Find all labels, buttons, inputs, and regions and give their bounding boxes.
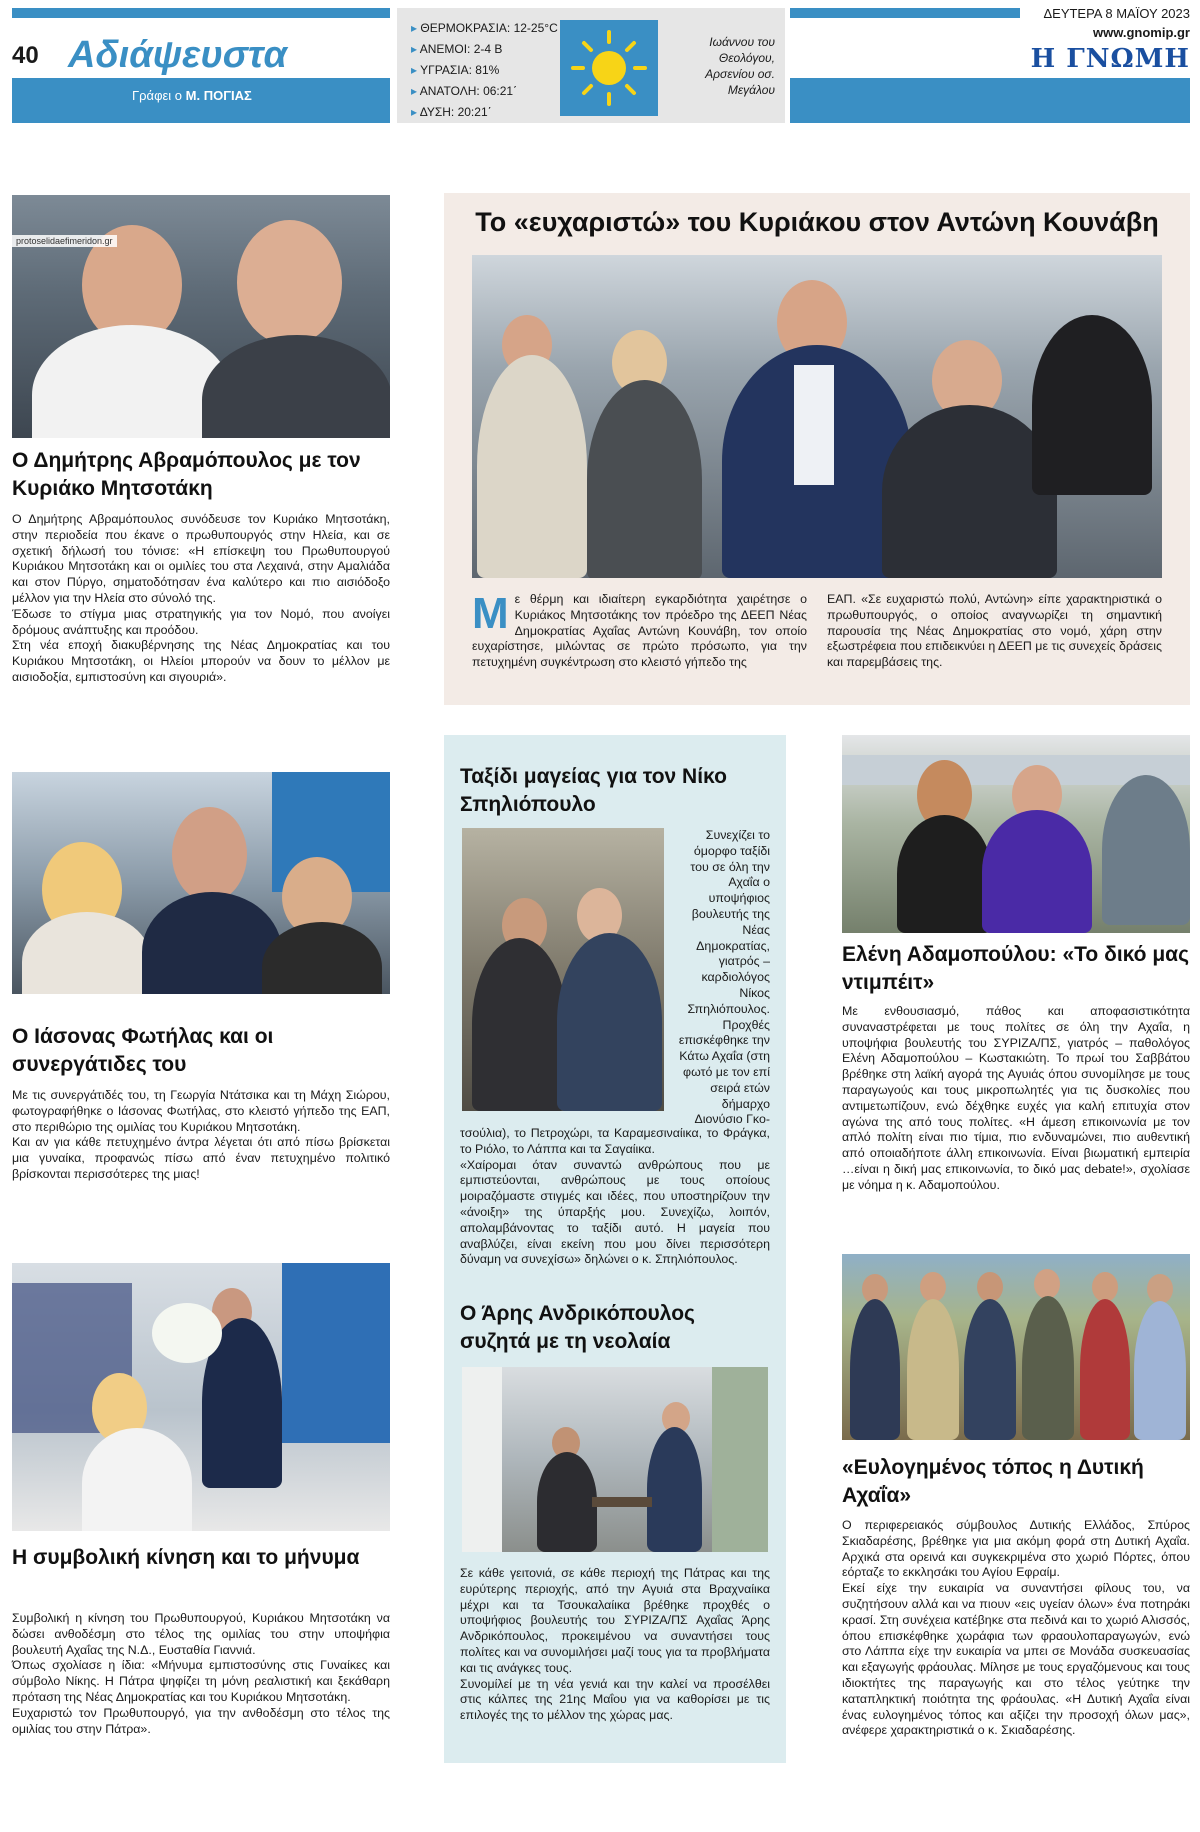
byline-prefix: Γράφει ο [132, 88, 183, 103]
header-rule-right [790, 8, 1020, 18]
article-paragraph: Στη νέα εποχή διακυβέρνησης της Νέας Δημοκρατίας και του Κυριάκου Μητσοτάκη, οι Ηλείοι μπορούν να δουν το μέλλον με αισιοδοξία, εμπιστοσύνη και σιγουριά». [12, 638, 390, 684]
article-paragraph: Εκεί είχε την ευκαιρία να συναντήσει φίλους του, να συζητήσουν αλλά και να πιουν «εις υγείαν όλων» ένα ποτηράκι κρασί. Στη συνέχεια κατέβηκε στα πεδινά και το χωριό Αλισσός, όπου επισκέφθηκε χωράφια των φραουλοπαραγωγών, ενώ στο Λάππα είχε την ευκαιρία να μπει σε Μονάδα συσκευασίας και εξαγωγής φράουλας. Μίλησε με τους εργαζόμενους και τους ιδιοκτήτες της παραγωγής και στο τέλος γεύτηκε την καταπληκτική ποιότητα της φράουλας. «Η Δυτική Αχαΐα είναι ένας ευλογημένος τόπος και αξίζει την προσοχή όλων μας», ανέφερε χαρακτηριστικά ο κ. Σκιαδαρέσης. [842, 1581, 1190, 1738]
header-right [790, 8, 1190, 123]
article-kouvavis-right: ΕΑΠ. «Σε ευχαριστώ πολύ, Αντώνη» είπε χαρακτηριστικά ο πρωθυπουργός, ο οποίος αναγνωρίζει τη σημαντική παρουσία της Νέας Δημοκρατίας στο νομό, χάρη στην εξωστρέφεια που επιδεικνύει η ΔΕΕΠ με τις συνεχείς δράσεις και παρεμβάσεις της. [827, 592, 1162, 670]
saints-of-day: Ιωάννου του Θεολόγου, Αρσενίου οσ. Μεγάλου [705, 35, 775, 97]
article-paragraph: Συνομίλεί με τη νέα γενιά και την καλεί να προσέλθει στις κάλπες της 21ης Μαΐου για να καθορίσει με τις επιλογές της το μέλλον της χώρας μας. [460, 1676, 770, 1723]
photo-adamopoulou [842, 735, 1190, 933]
article-paragraph: Ο περιφερειακός σύμβουλος Δυτικής Ελλάδος, Σπύρος Σκιαδαρέσης, βρέθηκε για μια ακόμη φορά στη Δυτική Αχαΐα. Αρχικά στα ορεινά και συγκεκριμένα στο χωριό Πόρτες, όπου εόρταζε το εκκλησάκι του Αγίου Εφραίμ. [842, 1518, 1190, 1580]
article-spiliopoulos-side: Συνεχίζει το όμορφο ταξίδι του σε όλη την Αχαΐα ο υποψήφιος βουλευτής της Νέας Δημοκρατίας, γιατρός – καρδιολόγος Νίκος Σπηλιόπουλος. Προχθές επισκέφθηκε την Κάτω Αχαΐα (στη φωτό με τον επί σειρά ετών δήμαρχο Διονύσιο Γκο- [678, 828, 770, 1127]
headline-kouvavis: Το «ευχαριστώ» του Κυριάκου στον Αντώνη Κουνάβη [475, 207, 1159, 237]
newspaper-logo: Η ΓΝΩΜΗ [1030, 44, 1190, 74]
photo-skiadaresis [842, 1254, 1190, 1440]
article-avramopoulos [12, 512, 390, 686]
header-rule [12, 8, 390, 18]
photo-spiliopoulos [462, 828, 664, 1111]
dropcap: Μ [472, 589, 509, 638]
watermark: protoselidaefimeridon.gr [12, 235, 117, 247]
article-paragraph: Σε κάθε γειτονιά, σε κάθε περιοχή της Πάτρας και της ευρύτερης περιοχής, από την Αγυιά στα Βραχναίικα μέχρι και τα Τσουκαλαίικα βρέθηκε προχθές ο υποψήφιος βουλευτής του ΣΥΡΙΖΑ/ΠΣ Αχαΐας Άρης Ανδρικόπουλος, προκειμένου να συναντήσει τους πολίτες και να συνομιλήσει μαζί τους για τα προβλήματα και τις ανάγκες τους. [460, 1566, 770, 1675]
headline-spiliopoulos: Ταξίδι μαγείας για τον Νίκο Σπηλιόπουλο [460, 765, 727, 816]
article-paragraph: Συμβολική η κίνηση του Πρωθυπουργού, Κυριάκου Μητσοτάκη να δώσει ανθοδέσμη στο τέλος της ομιλίας του στην υποψήφια βουλευτή Αχαΐας της Ν.Δ., Ευσταθία Γιαννιά. [12, 1611, 390, 1657]
byline-author: Μ. ΠΟΓΙΑΣ [185, 88, 252, 103]
header-band-right [790, 78, 1190, 123]
weather-rows [411, 18, 558, 123]
article-symbolic [12, 1611, 390, 1737]
headline-avramopoulos: Ο Δημήτρης Αβραμόπουλος με τον Κυριάκο Μητσοτάκη [12, 449, 361, 500]
article-paragraph: Με τις συνεργάτιδές του, τη Γεωργία Ντάτσικα και τη Μάχη Σιώρου, φωτογραφήθηκε ο Ιάσονας Φωτήλας, στο κλειστό γήπεδο της ΕΑΠ, στο περιθώριο της ομιλίας του Κυριάκου Μητσοτάκη. [12, 1088, 390, 1134]
article-adamopoulou: Με ενθουσιασμό, πάθος και αποφασιστικότητα συναναστρέφεται με τους πολίτες σε όλη την Αχαΐα, η υποψήφια βουλευτής του ΣΥΡΙΖΑ/ΠΣ, γιατρός – παθολόγος Ελένη Αδαμοπούλου – Κωστακιώτη. Το πρωί του Σαββάτου βρέθηκε στη λαϊκή αγορά της Αγυιάς όπου συνομίλησε με τους παραγωγούς και τους μικροπωλητές για τις δυσκολίες που αντιμετωπίζουν, ενώ δέχθηκε ευχές για καλή επιτυχία στον αγώνα της από τους πολίτες. «Η άμεση επικοινωνία με τον απλό πολίτη είναι πιο τίμια, πιο ενδυναμώνει, πιο αυθεντική από οποιαδήποτε άλλη επικοινωνία. Είναι βιωματική εμπειρία …είναι η δική μας επικοινωνία, το δικό μας debate!», σχολίασε με νόημα η κ. Αδαμοπούλου. [842, 1004, 1190, 1192]
issue-date: ΔΕΥΤΕΡΑ 8 ΜΑΪΟΥ 2023 [1043, 6, 1190, 21]
photo-andrikopoulos [462, 1367, 768, 1552]
headline-andrikopoulos: Ο Άρης Ανδρικόπουλος συζητά με τη νεολαία [460, 1302, 695, 1353]
headline-skiadaresis: «Ευλογημένος τόπος η Δυτική Αχαΐα» [842, 1456, 1144, 1507]
article-paragraph: Και αν για κάθε πετυχημένο άντρα λέγεται ότι από πίσω βρίσκεται μια γυναίκα, προφανώς πίσω από έναν πετυχημένο πολιτικό βρίσκονται περισσότερες της μιας! [12, 1135, 390, 1181]
weather-temperature: ▸ ΘΕΡΜΟΚΡΑΣΙΑ: 12-25°C [411, 18, 558, 39]
article-paragraph: Όπως σχολίασε η ίδια: «Μήνυμα εμπιστοσύνης στις Γυναίκες και σύμβολο Νίκης. Η Πάτρα ψηφίζει τη μόνη ρεαλιστική και ξεκάθαρη πρόταση της Νέας Δημοκρατίας και του Κυριάκου Μητσοτάκη. [12, 1658, 390, 1704]
article-andrikopoulos [460, 1566, 770, 1724]
article-spiliopoulos [460, 1126, 770, 1268]
article-paragraph: «Χαίρομαι όταν συναντώ ανθρώπους που με εμπιστεύονται, ανθρώπους με τους οποίους μοιραζόμαστε στιγμές και ιδέες, που υποστηρίζουν την «άνοιξη» της ύπαρξής μου. Συνεχίζω, λοιπόν, απολαμβάνοντας το ταξίδι αυτό. Η μαγεία που αναβλύζει, είναι εκείνη που μου δίνει περισσότερη δύναμη να συνεχίσω» δηλώνει ο κ. Σπηλιόπουλος. [460, 1157, 770, 1267]
sun-icon [560, 20, 658, 116]
header-left [12, 8, 390, 123]
weather-sunrise: ▸ ΑΝΑΤΟΛΗ: 06:21΄ [411, 81, 558, 102]
article-skiadaresis [842, 1518, 1190, 1739]
photo-bouquet [12, 1263, 390, 1531]
weather-humidity: ▸ ΥΓΡΑΣΙΑ: 81% [411, 60, 558, 81]
weather-sunset: ▸ ΔΥΣΗ: 20:21΄ [411, 102, 558, 123]
headline-adamopoulou: Ελένη Αδαμοπούλου: «Το δικό μας ντιμπέιτ» [842, 943, 1190, 994]
headline-symbolic: Η συμβολική κίνηση και το μήνυμα [12, 1546, 360, 1569]
article-kouvavis-left [472, 589, 807, 671]
photo-fotilas [12, 772, 390, 994]
article-paragraph: τσούλια), το Πετροχώρι, τα Καραμεσιναίικα, το Φράγκα, το Ριόλο, το Λάππα και τα Σαγαίικα. [460, 1126, 770, 1156]
weather-box [397, 8, 785, 123]
article-paragraph: ε θέρμη και ιδιαίτερη εγκαρδιότητα χαιρέτησε ο Κυριάκος Μητσοτάκης τον πρόεδρο της ΔΕΕΠ Νέας Δημοκρατίας Αχαΐας Αντώνη Κουνάβη, τον οποίο ευχαρίστησε, μιλώντας σε πρώτο πρόσωπο, για την πετυχημένη συγκέντρωση στο κλειστό γήπεδο της [472, 592, 807, 670]
headline-fotilas: Ο Ιάσονας Φωτήλας και οι συνεργάτιδες του [12, 1025, 274, 1076]
photo-avramopoulos [12, 195, 390, 438]
photo-kouvavis [472, 255, 1162, 578]
article-paragraph: Έδωσε το στίγμα μιας στρατηγικής για τον Νομό, που ανοίγει δρόμους ανάπτυξης και προόδου. [12, 606, 390, 637]
page-number: 40 [12, 42, 39, 69]
article-paragraph: Ευχαριστώ τον Πρωθυπουργό, για την ανθοδέσμη στο τέλος της ομιλίας του στην Πάτρα». [12, 1705, 390, 1736]
section-title: Αδιάψευστα [68, 34, 288, 76]
article-fotilas [12, 1088, 390, 1183]
weather-wind: ▸ ΑΝΕΜΟΙ: 2-4 Β [411, 39, 558, 60]
article-paragraph: Ο Δημήτρης Αβραμόπουλος συνόδευσε τον Κυριάκο Μητσοτάκη, στην περιοδεία που έκανε ο πρωθυπουργός στην Ηλεία, και σε σχετική δήλωσή του τόνισε: «Η επίσκεψη του Πρωθυπουργού Κυριάκου Μητσοτάκη και οι ομιλίες του στα Λεχαινά, στην Αμαλιάδα και στον Πύργο, σηματοδότησαν ένα καλύτερο και πιο αισιόδοξο μέλλον για την Ηλεία στο σύνολό της. [12, 512, 390, 605]
byline [132, 88, 252, 103]
website-link[interactable]: www.gnomip.gr [1092, 25, 1190, 40]
